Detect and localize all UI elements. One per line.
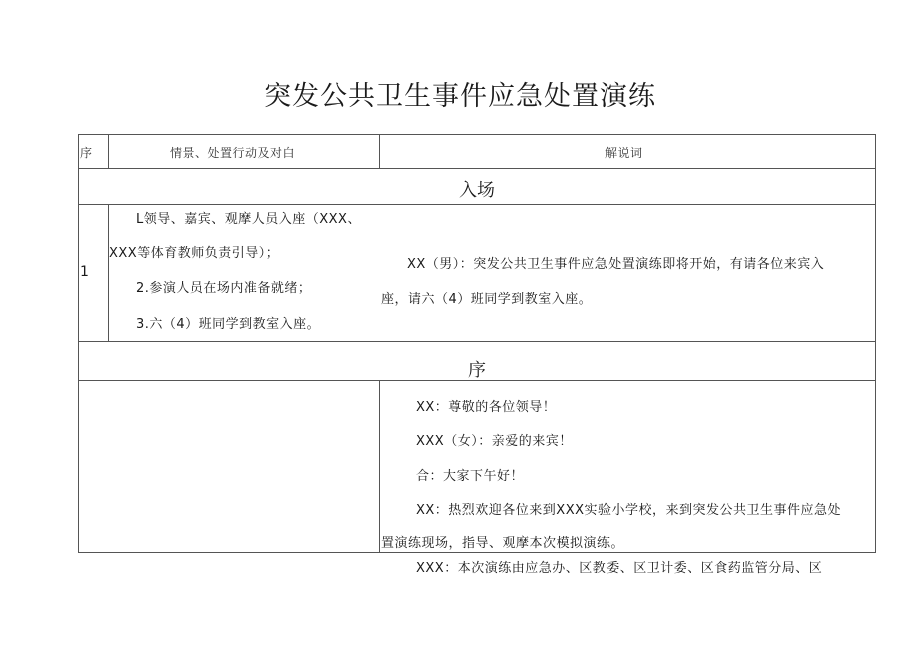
narration-line: 座，请六（4）班同学到教室入座。 bbox=[381, 292, 593, 307]
table-rule bbox=[78, 552, 876, 553]
action-line: 2.参演人员在场内准备就绪； bbox=[136, 281, 312, 296]
action-line: L领导、嘉宾、观摩人员入座（XXX、 bbox=[136, 212, 361, 227]
row-number: 1 bbox=[80, 264, 90, 280]
header-seq: 序 bbox=[80, 146, 93, 160]
table-rule bbox=[78, 204, 876, 205]
header-actions: 情景、处置行动及对白 bbox=[170, 146, 296, 160]
trailing-text: XXX：本次演练由应急办、区教委、区卫计委、区食药监管分局、区 bbox=[416, 561, 823, 576]
table-rule bbox=[78, 134, 876, 135]
narration-line: XXX（女）：亲爱的来宾！ bbox=[416, 434, 573, 449]
header-narration: 解说词 bbox=[605, 146, 643, 160]
section-heading-preface: 序 bbox=[468, 360, 486, 381]
section-heading-entrance: 入场 bbox=[459, 180, 495, 201]
narration-line: XX（男）：突发公共卫生事件应急处置演练即将开始，有请各位来宾入 bbox=[407, 257, 825, 272]
narration-line: XX：热烈欢迎各位来到XXX实验小学校，来到突发公共卫生事件应急处 bbox=[416, 503, 842, 518]
document-title: 突发公共卫生事件应急处置演练 bbox=[264, 81, 656, 112]
table-rule bbox=[379, 134, 380, 169]
action-line: XXX等体育教师负责引导）； bbox=[109, 246, 280, 261]
table-rule bbox=[78, 168, 876, 169]
narration-line: XX：尊敬的各位领导！ bbox=[416, 400, 557, 415]
action-line: 3.六（4）班同学到教室入座。 bbox=[136, 317, 321, 332]
table-rule bbox=[379, 380, 380, 553]
narration-line: 置演练现场，指导、观摩本次模拟演练。 bbox=[381, 536, 625, 551]
table-rule bbox=[108, 134, 109, 169]
table-rule bbox=[108, 204, 109, 342]
table-rule bbox=[78, 341, 876, 342]
narration-line: 合：大家下午好！ bbox=[416, 469, 525, 484]
